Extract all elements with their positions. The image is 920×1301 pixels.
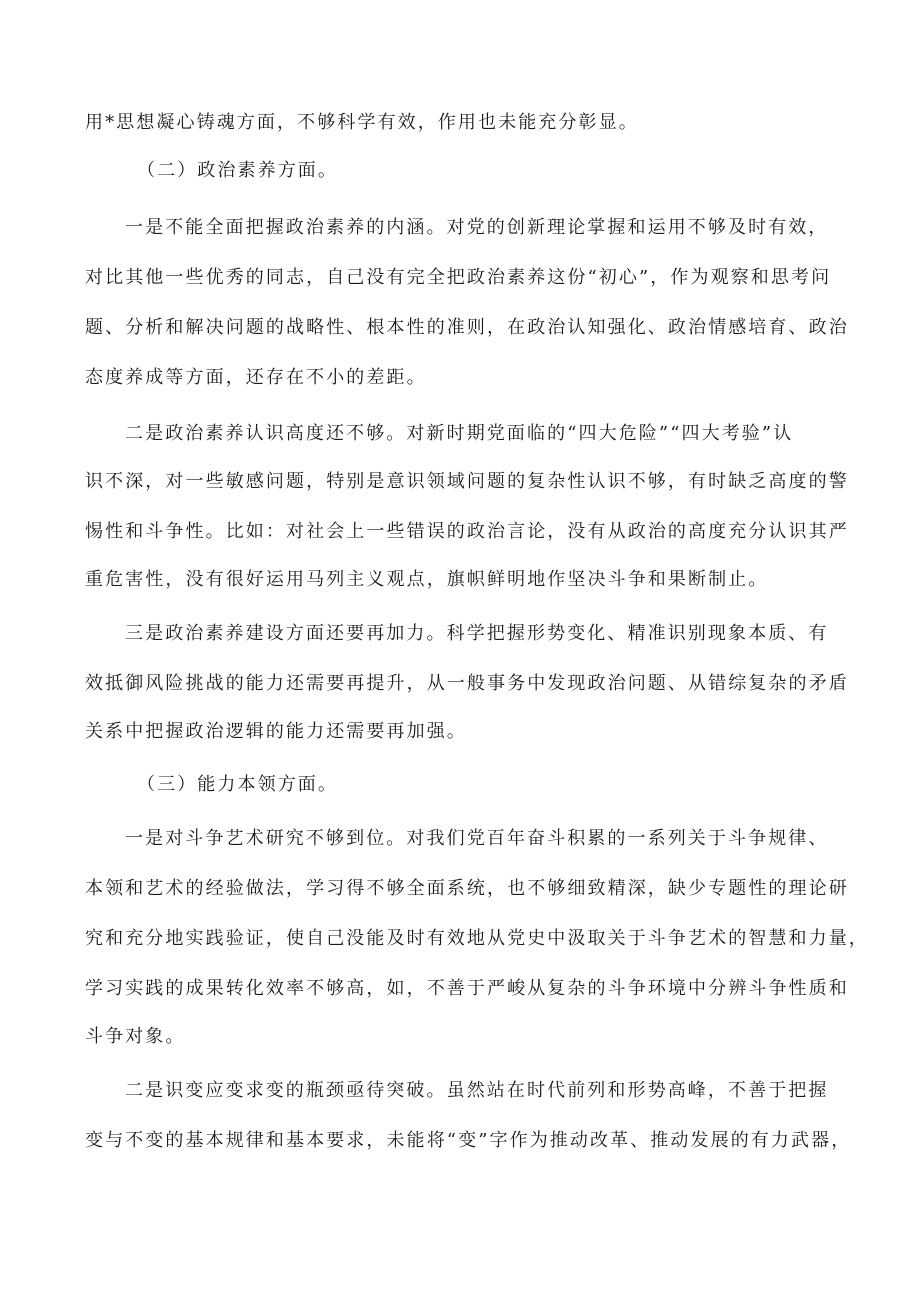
paragraph-line: 三是政治素养建设方面还要再加力。科学把握形势变化、精准识别现象本质、有	[125, 623, 829, 644]
paragraph-line: 态度养成等方面，还存在不小的差距。	[85, 367, 427, 388]
paragraph-line: 重危害性，没有很好运用马列主义观点，旗帜鲜明地作坚决斗争和果断制止。	[85, 569, 769, 590]
paragraph-line: 学习实践的成果转化效率不够高，如，不善于严峻从复杂的斗争环境中分辨斗争性质和	[85, 978, 849, 999]
section-heading: （二）政治素养方面。	[137, 160, 338, 181]
paragraph-line: 二是政治素养认识高度还不够。对新时期党面临的“四大危险”“四大考验”认	[125, 423, 794, 444]
paragraph-line: 关系中把握政治逻辑的能力还需要再加强。	[85, 721, 467, 742]
paragraph-line: 变与不变的基本规律和基本要求，未能将“变”字作为推动改革、推动发展的有力武器，	[85, 1130, 852, 1151]
paragraph-line: 究和充分地实践验证，使自己没能及时有效地从党史中汲取关于斗争艺术的智慧和力量，	[85, 928, 869, 949]
paragraph-line: 用*思想凝心铸魂方面，不够科学有效，作用也未能充分彰显。	[85, 112, 639, 133]
paragraph-line: 对比其他一些优秀的同志，自己没有完全把政治素养这份“初心”，作为观察和思考问	[85, 267, 832, 288]
paragraph-line: 二是识变应变求变的瓶颈亟待突破。虽然站在时代前列和形势高峰，不善于把握	[125, 1080, 829, 1101]
paragraph-line: 效抵御风险挑战的能力还需要再提升，从一般事务中发现政治问题、从错综复杂的矛盾	[85, 673, 849, 694]
section-heading: （三）能力本领方面。	[137, 774, 338, 795]
paragraph-line: 斗争对象。	[85, 1026, 186, 1047]
paragraph-line: 一是对斗争艺术研究不够到位。对我们党百年奋斗积累的一系列关于斗争规律、	[125, 828, 829, 849]
paragraph-line: 一是不能全面把握政治素养的内涵。对党的创新理论掌握和运用不够及时有效，	[125, 217, 829, 238]
paragraph-line: 识不深，对一些敏感问题，特别是意识领域问题的复杂性认识不够，有时缺乏高度的警	[85, 471, 849, 492]
paragraph-line: 题、分析和解决问题的战略性、根本性的准则，在政治认知强化、政治情感培育、政治	[85, 317, 849, 338]
paragraph-line: 本领和艺术的经验做法，学习得不够全面系统，也不够细致精深，缺少专题性的理论研	[85, 878, 849, 899]
paragraph-line: 惕性和斗争性。比如：对社会上一些错误的政治言论，没有从政治的高度充分认识其严	[85, 521, 849, 542]
